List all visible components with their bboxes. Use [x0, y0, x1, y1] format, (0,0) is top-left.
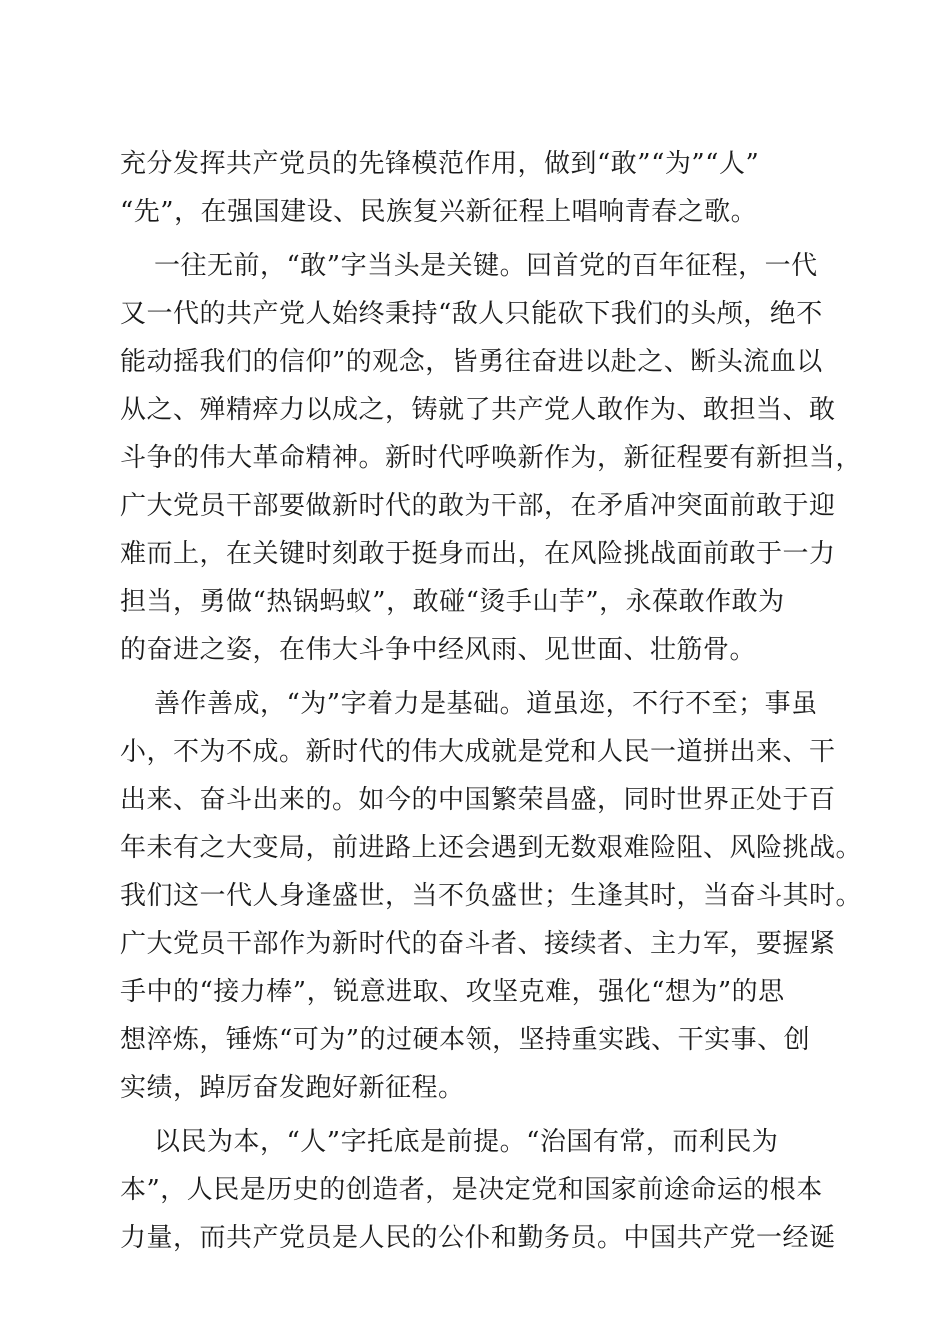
- paragraph-1: [120, 140, 840, 236]
- paragraph-3: [120, 680, 863, 1112]
- text-line: 年未有之大变局，前进路上还会遇到无数艰难险阻、风险挑战。: [120, 833, 863, 863]
- text-line: 充分发挥共产党员的先锋模范作用，做到“敢”“为”“人”: [120, 149, 760, 179]
- text-line: 从之、殚精瘁力以成之，铸就了共产党人敢作为、敢担当、敢: [120, 395, 836, 425]
- text-line: 广大党员干部要做新时代的敢为干部，在矛盾冲突面前敢于迎: [120, 491, 836, 521]
- paragraph-4: [120, 1118, 840, 1262]
- text-line: 实绩，踔厉奋发跑好新征程。: [120, 1073, 465, 1103]
- text-line: 难而上，在关键时刻敢于挺身而出，在风险挑战面前敢于一力: [120, 539, 836, 569]
- text-line: 善作善成，“为”字着力是基础。道虽迩，不行不至；事虽: [154, 689, 818, 719]
- document-body: [120, 140, 863, 1262]
- text-line: 力量，而共产党员是人民的公仆和勤务员。中国共产党一经诞: [120, 1223, 836, 1253]
- text-line: 手中的“接力棒”，锐意进取、攻坚克难，强化“想为”的思: [120, 977, 785, 1007]
- text-line: 一往无前，“敢”字当头是关键。回首党的百年征程，一代: [154, 251, 818, 281]
- text-line: 出来、奋斗出来的。如今的中国繁荣昌盛，同时世界正处于百: [120, 785, 836, 815]
- text-line: “先”，在强国建设、民族复兴新征程上唱响青春之歌。: [120, 197, 758, 227]
- paragraph-2: [120, 242, 863, 674]
- text-line: 又一代的共产党人始终秉持“敌人只能砍下我们的头颅，绝不: [120, 299, 823, 329]
- text-line: 广大党员干部作为新时代的奋斗者、接续者、主力军，要握紧: [120, 929, 836, 959]
- text-line: 斗争的伟大革命精神。新时代呼唤新作为，新征程要有新担当，: [120, 443, 863, 473]
- text-line: 的奋进之姿，在伟大斗争中经风雨、见世面、壮筋骨。: [120, 635, 757, 665]
- text-line: 小，不为不成。新时代的伟大成就是党和人民一道拼出来、干: [120, 737, 836, 767]
- text-line: 想淬炼，锤炼“可为”的过硬本领，坚持重实践、干实事、创: [120, 1025, 811, 1055]
- text-line: 能动摇我们的信仰”的观念，皆勇往奋进以赴之、断头流血以: [120, 347, 823, 377]
- text-line: 以民为本，“人”字托底是前提。“治国有常，而利民为: [154, 1127, 779, 1157]
- text-line: 我们这一代人身逢盛世，当不负盛世；生逢其时，当奋斗其时。: [120, 881, 863, 911]
- text-line: 担当，勇做“热锅蚂蚁”，敢碰“烫手山芋”，永葆敢作敢为: [120, 587, 785, 617]
- text-line: 本”，人民是历史的创造者，是决定党和国家前途命运的根本: [120, 1175, 823, 1205]
